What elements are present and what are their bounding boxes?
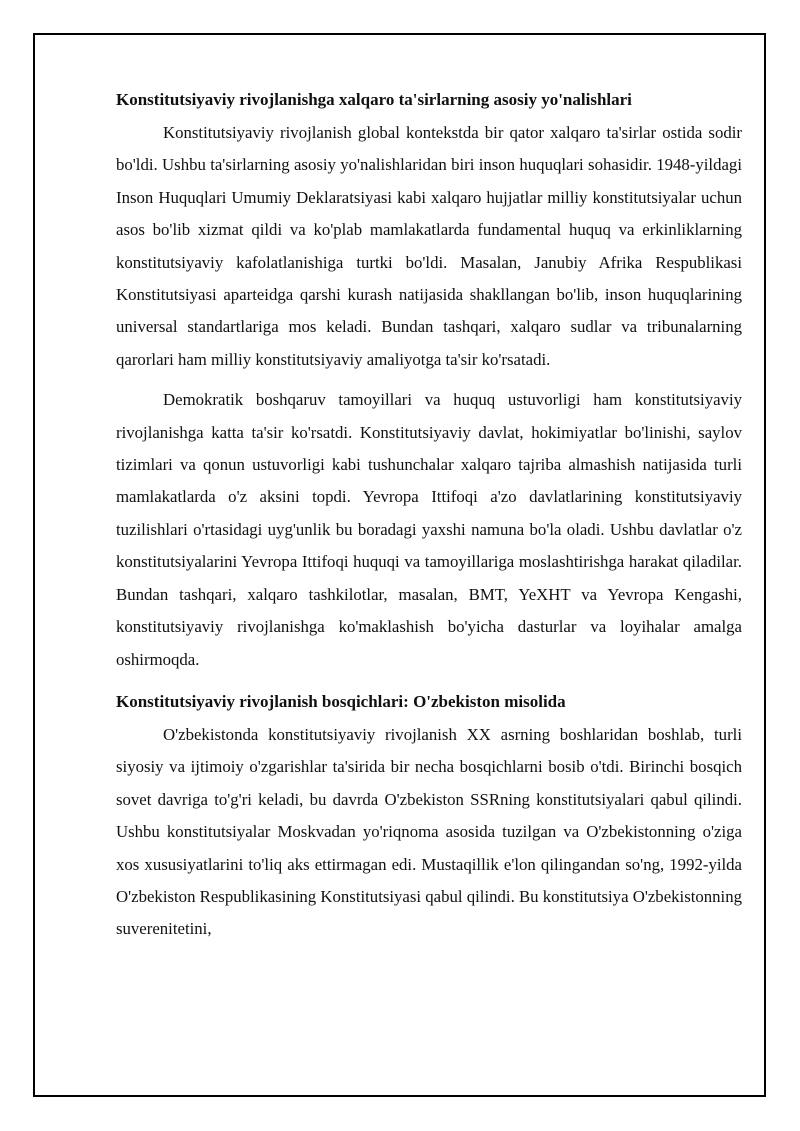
document-body — [116, 84, 742, 946]
paragraph-uzbekistan-history: O'zbekistonda konstitutsiyaviy rivojlanish XX asrning boshlaridan boshlab, turli siyosiy va ijtimoiy o'zgarishlar ta'sirida bir necha bosqichlarni bosib o'tdi. Birinchi bosqich sovet davriga to'g'ri keladi, bu davrda O'zbekiston SSRning konstitutsiyalari qabul qilindi. Ushbu konstitutsiyalar Moskvadan yo'riqnoma asosida tuzilgan va O'zbekistonning o'ziga xos xususiyatlarini to'liq aks ettirmagan edi. Mustaqillik e'lon qilingandan so'ng, 1992-yilda O'zbekiston Respublikasining Konstitutsiyasi qabul qilindi. Bu konstitutsiya O'zbekistonning suverenitetini, — [116, 724, 743, 939]
paragraph-democratic-governance: Demokratik boshqaruv tamoyillari va huquq ustuvorligi ham konstitutsiyaviy rivojlanishga katta ta'sir ko'rsatdi. Konstitutsiyaviy davlat, hokimiyatlar bo'linishi, saylov tizimlari va qonun ustuvorligi kabi tushunchalar xalqaro tajriba almashish natijasida turli mamlakatlarda o'z aksini topdi. Yevropa Ittifoqi a'zo davlatlarining konstitutsiyaviy tuzilishlari o'rtasidagi uyg'unlik bu boradagi yaxshi namuna bo'la oladi. Ushbu davlatlar o'z konstitutsiyalarini Yevropa Ittifoqi huquqi va tamoyillariga moslashtirishga harakat qiladilar. Bundan tashqari, xalqaro tashkilotlar, masalan, BMT, YeXHT va Yevropa Kengashi, konstitutsiyaviy rivojlanishga ko'maklashish bo'yicha dasturlar va loyihalar amalga oshirmoqda. — [116, 390, 742, 669]
paragraph-human-rights: Konstitutsiyaviy rivojlanish global kontekstda bir qator xalqaro ta'sirlar ostida sodir bo'ldi. Ushbu ta'sirlarning asosiy yo'nalishlaridan biri inson huquqlari sohasidir. 1948-yildagi Inson Huquqlari Umumiy Deklaratsiyasi kabi xalqaro hujjatlar milliy konstitutsiyalar uchun asos bo'lib xizmat qildi va ko'plab mamlakatlarda fundamental huquq va erkinliklarning konstitutsiyaviy kafolatlanishiga turtki bo'ldi. Masalan, Janubiy Afrika Respublikasi Konstitutsiyasi aparteidga qarshi kurash natijasida shakllangan bo'lib, inson huquqlarining universal standartlariga mos keladi. Bundan tashqari, xalqaro sudlar va tribunalarning qarorlari ham milliy konstitutsiyaviy amaliyotga ta'sir ko'rsatadi. — [116, 123, 742, 369]
section-heading-uzbekistan-stages: Konstitutsiyaviy rivojlanish bosqichlari: O'zbekiston misolida — [116, 691, 566, 711]
section-spacer — [116, 676, 742, 686]
section-heading-international-influences: Konstitutsiyaviy rivojlanishga xalqaro ta'sirlarning asosiy yo'nalishlari — [116, 90, 632, 109]
